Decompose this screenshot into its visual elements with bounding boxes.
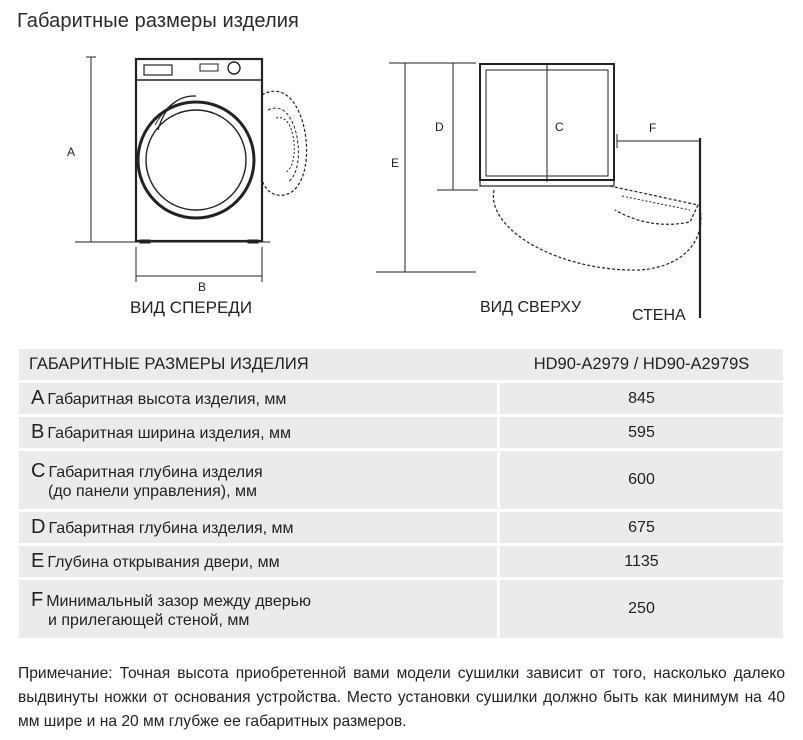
row-value: 600 [500,451,783,509]
row-label [19,417,500,448]
installation-note: Примечание: Точная высота приобретенной вами модели сушилки зависит от того, насколько далеко выдвинуты ножки от основания устройства. Место установки сушилки должно быть как минимум на 40 мм шире и на 20 мм глубже ее габаритных размеров. [18,665,785,730]
top-view-label: ВИД СВЕРХУ [480,299,582,316]
row-letter: B [31,421,45,443]
row-value: 675 [500,512,783,543]
table-row [19,383,783,414]
row-value: 250 [500,580,783,638]
dim-label-c: C [555,120,564,134]
row-label [19,580,500,638]
top-view-drawing [376,63,701,318]
row-text: Габаритная глубина изделия, мм [48,520,294,537]
row-value: 845 [500,383,783,414]
row-text: Габаритная высота изделия, мм [47,391,287,408]
row-letter: C [31,459,46,482]
table-row [19,546,783,577]
front-view-label: ВИД СПЕРЕДИ [130,298,253,317]
table-row [19,451,783,509]
row-text: Глубина открывания двери, мм [47,554,280,571]
page-title: Габаритные размеры изделия [17,10,299,32]
row-letter: D [31,516,46,538]
table-row [19,417,783,448]
row-letter: A [31,387,45,409]
dim-label-b: B [198,280,207,294]
row-text-line2: и прилегающей стеной, мм [48,611,250,629]
dim-label-e: E [391,156,400,170]
dimensions-table [19,346,783,641]
row-text: Габаритная глубина изделия [48,463,263,481]
dim-label-a: A [67,145,76,159]
table-row [19,512,783,543]
table-row [19,580,783,638]
dim-label-d: D [435,120,444,134]
row-value: 1135 [500,546,783,577]
wall-label: СТЕНА [632,307,686,324]
table-header-model: HD90-A2979 / HD90-A2979S [500,349,783,380]
table-header-title: ГАБАРИТНЫЕ РАЗМЕРЫ ИЗДЕЛИЯ [19,349,500,380]
row-label [19,512,500,543]
row-text: Минимальный зазор между дверью [46,592,311,610]
row-label [19,383,500,414]
row-letter: E [31,550,45,572]
dim-label-f: F [649,121,657,135]
table-header-row [19,349,783,380]
row-value: 595 [500,417,783,448]
row-text: Габаритная ширина изделия, мм [47,425,291,442]
row-text-line2: (до панели управления), мм [48,482,257,500]
row-letter: F [31,588,44,611]
row-label [19,451,500,509]
row-label [19,546,500,577]
dimensions-diagram [0,40,803,340]
front-view-drawing [75,57,307,282]
